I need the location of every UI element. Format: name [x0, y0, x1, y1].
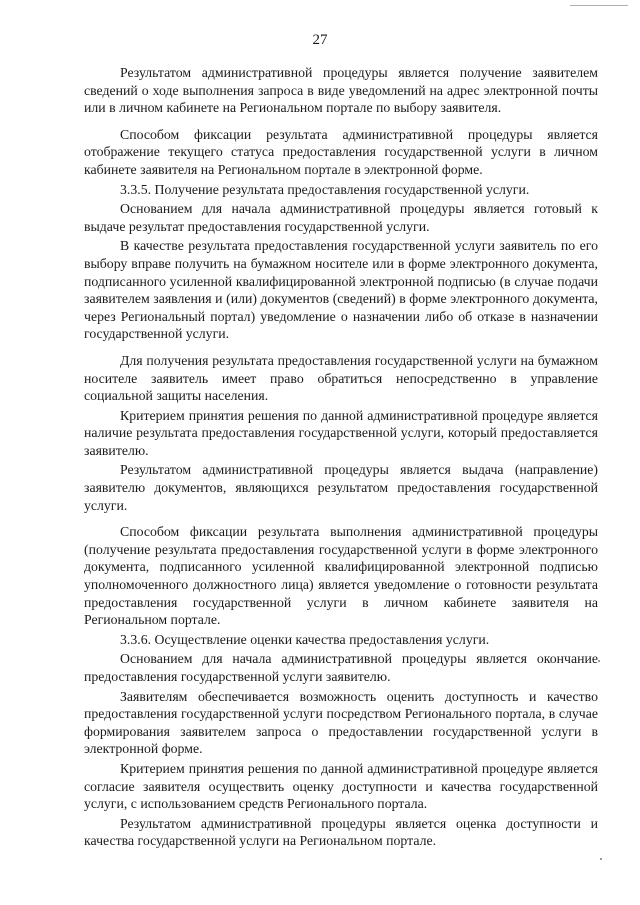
- section-heading-3-3-6: 3.3.6. Осуществление оценки качества предоставления услуги.: [120, 631, 490, 647]
- paragraph-3: Основанием для начала административной процедуры является готовый к выдаче результат предоставления государственной услуги.: [84, 201, 598, 234]
- scan-artifact-line: [570, 5, 628, 6]
- page-number: 27: [312, 32, 328, 48]
- scan-artifact-dot: [600, 858, 602, 860]
- paragraph-9: Основанием для начала административной процедуры является окончание предоставления государственной услуги заявителю.: [84, 651, 598, 684]
- document-body: [84, 64, 598, 852]
- scan-artifact-dot: [598, 660, 600, 662]
- paragraph-6: Критерием принятия решения по данной административной процедуре является наличие результата предоставления государственной услуги, который предоставляется заявителю.: [84, 407, 598, 458]
- section-heading-3-3-5: 3.3.5. Получение результата предоставления государственной услуги.: [120, 181, 530, 197]
- paragraph-2: Способом фиксации результата административной процедуры является отображение текущего статуса предоставления государственной услуги в личном кабинете заявителя на Региональном портале в электронной форме.: [84, 126, 598, 177]
- paragraph-10: Заявителям обеспечивается возможность оценить доступность и качество предоставления государственной услуги посредством Регионального портала, в случае формирования заявителем запроса о предоставлении государственной услуги в электронной форме.: [84, 688, 598, 757]
- paragraph-1: Результатом административной процедуры является получение заявителем сведений о ходе выполнения запроса в виде уведомлений на адрес электронной почты или в личном кабинете на Региональном портале по выбору заявителя.: [84, 65, 598, 116]
- paragraph-7: Результатом административной процедуры является выдача (направление) заявителю документов, являющихся результатом предоставления государственной услуги.: [84, 462, 598, 513]
- paragraph-12: Результатом административной процедуры является оценка доступности и качества государственной услуги на Региональном портале.: [84, 815, 598, 849]
- paragraph-8: Способом фиксации результата выполнения административной процедуры (получение результата предоставления государственной услуги в форме электронного документа, подписанного усиленной квалифицированной электронной подписью уполномоченного должностного лица) является уведомление о готовности результата предоставления государственной услуги в личном кабинете заявителя на Региональном портале.: [84, 524, 598, 628]
- paragraph-4: В качестве результата предоставления государственной услуги заявитель по его выбору вправе получить на бумажном носителе или в форме электронного документа, подписанного усиленной квалифицированной электронной подписью (в случае подачи заявителем заявления и (или) документов (сведений) в форме электронного документа, через Региональный портал) уведомление о назначении либо об отказе в назначении государственной услуги.: [84, 238, 598, 342]
- paragraph-11: Критерием принятия решения по данной административной процедуре является согласие заявителя осуществить оценку доступности и качества государственной услуги, с использованием средств Регионального портала.: [84, 760, 598, 812]
- paragraph-5: Для получения результата предоставления государственной услуги на бумажном носителе заявитель имеет право обратиться непосредственно в управление социальной защиты населения.: [84, 352, 598, 404]
